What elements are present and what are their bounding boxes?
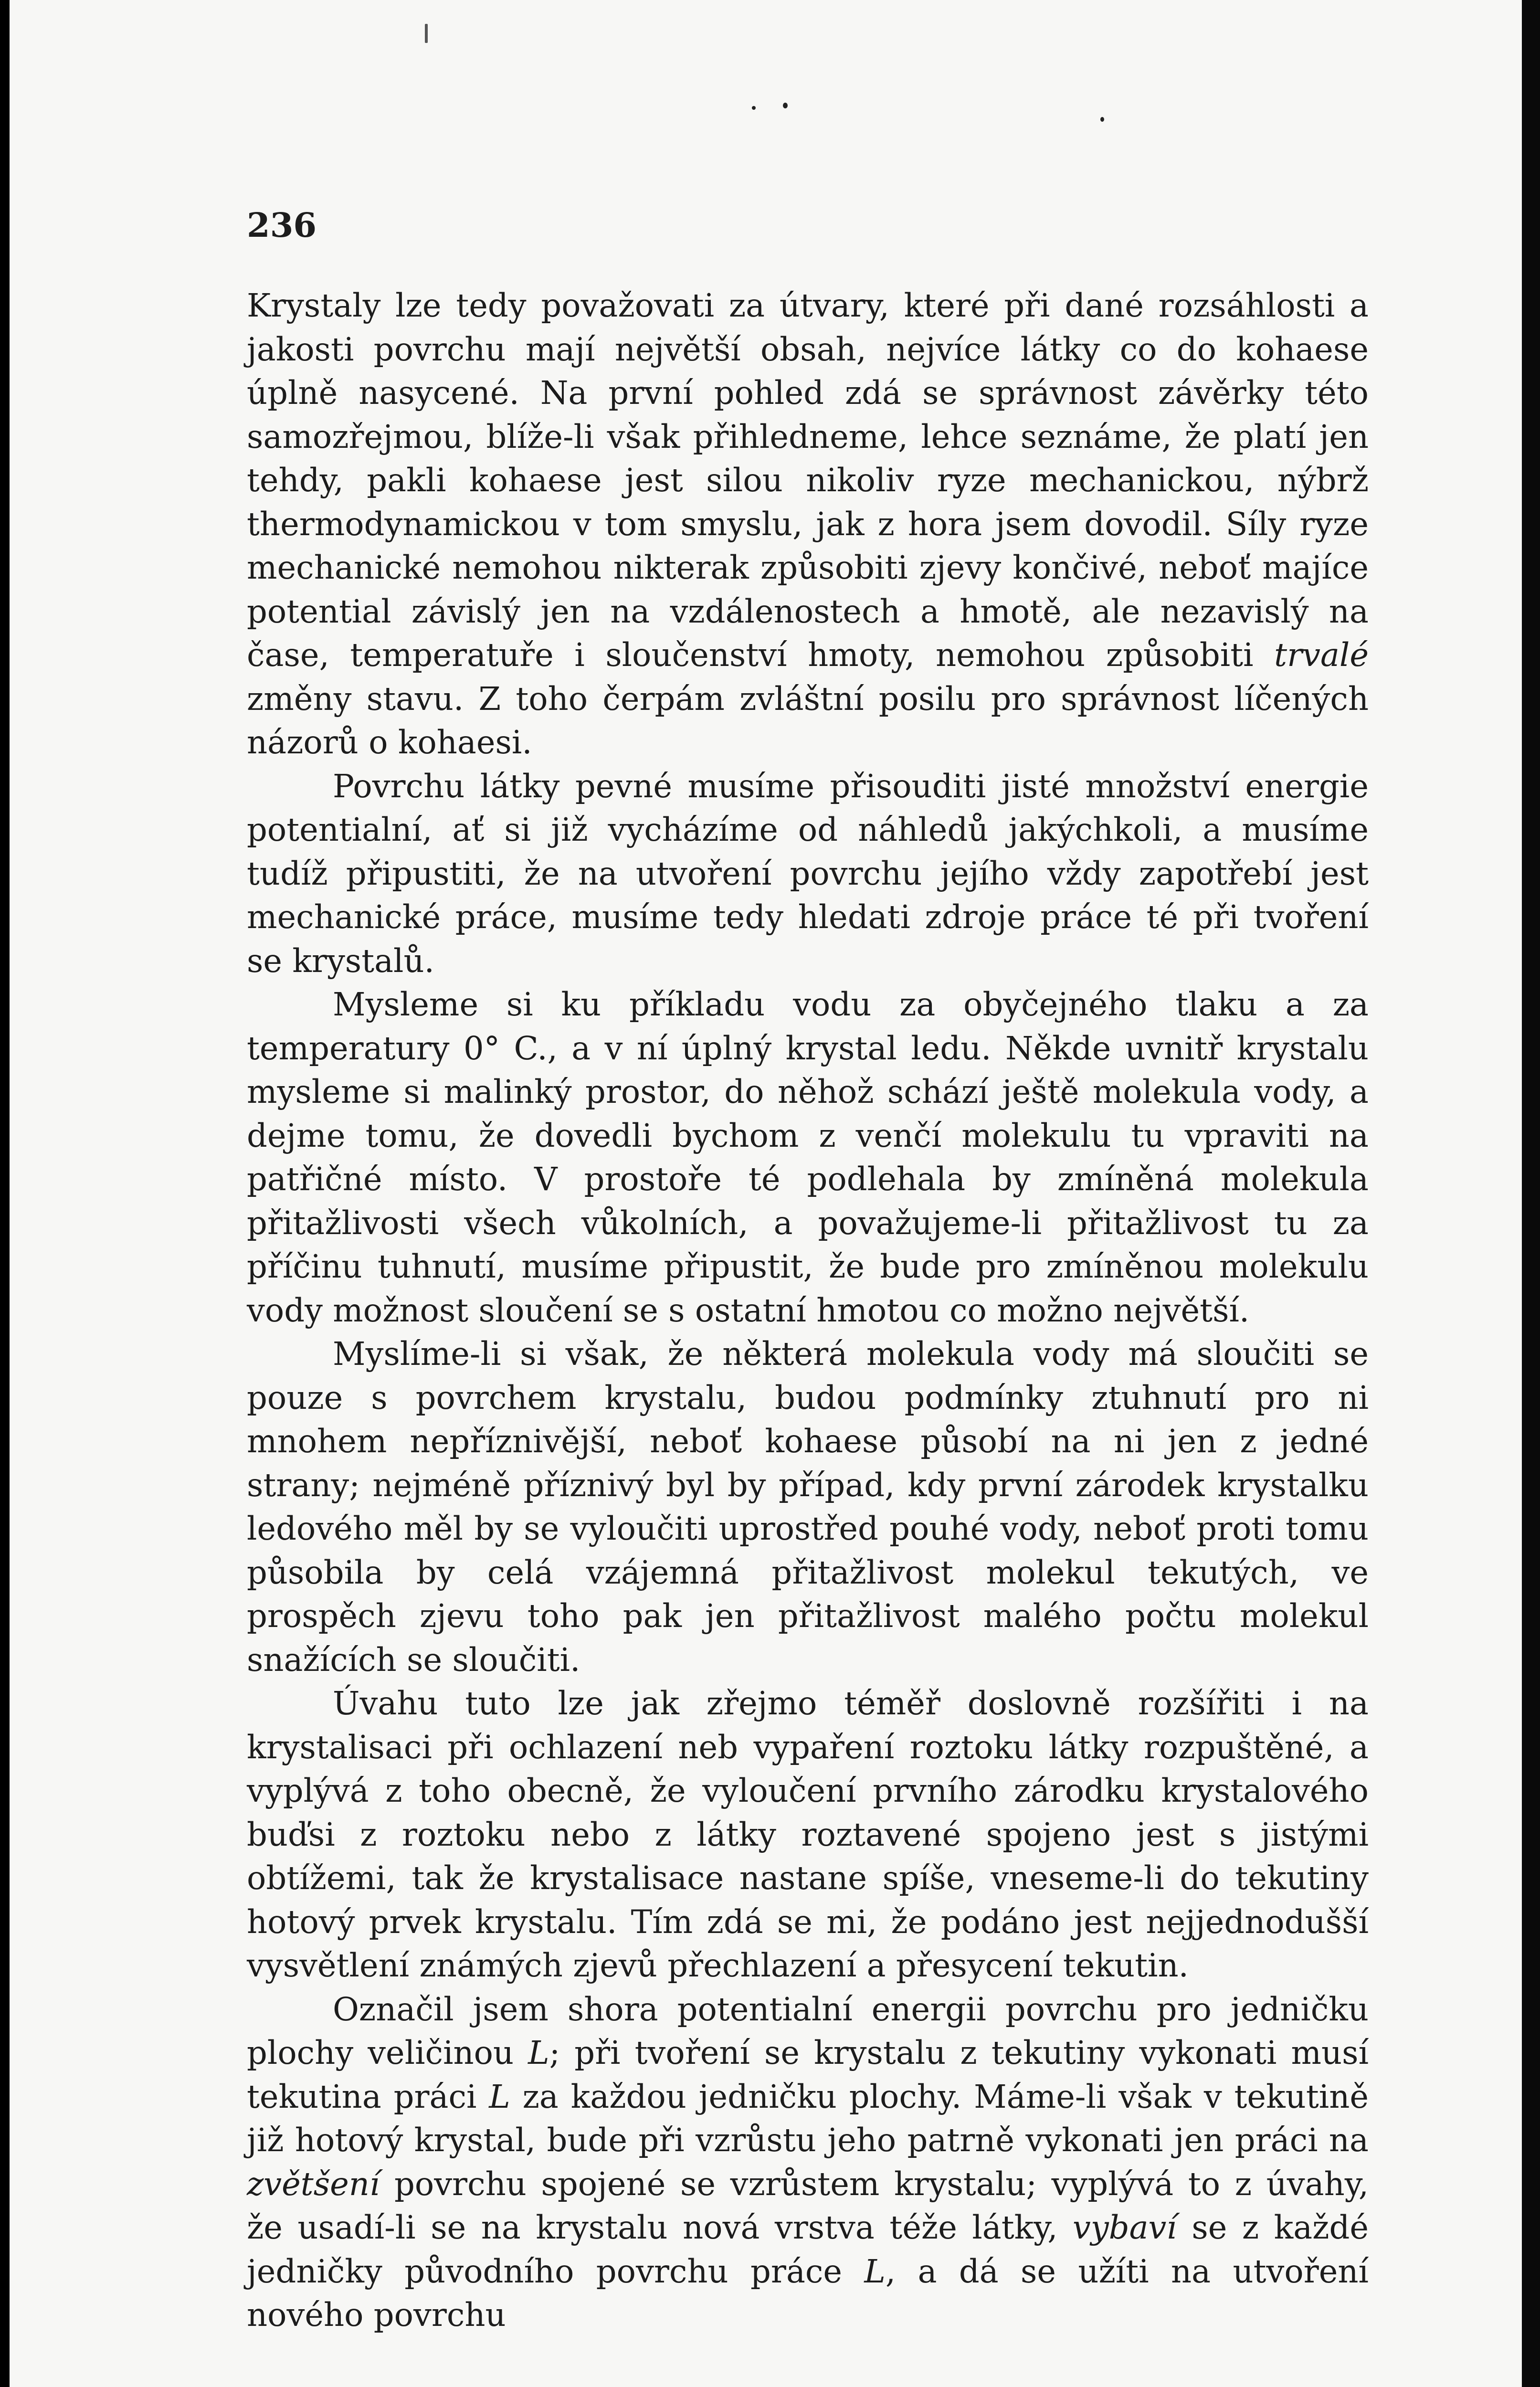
text-segment: změny stavu. Z toho čerpám zvláštní posilu pro správnost líčených názorů o kohaesi. <box>247 680 1369 761</box>
body-text <box>247 284 1369 2337</box>
scan-speck <box>425 24 428 43</box>
scan-speck <box>1100 117 1104 122</box>
text-segment: ; při tvoření se krystalu z tekutiny vykonati musí tekutina práci <box>247 2034 1369 2115</box>
italic-segment: zvětšení <box>247 2165 380 2203</box>
text-segment: Označil jsem shora potentialní energii povrchu pro jedničku plochy veličinou <box>247 1990 1369 2071</box>
italic-segment: L <box>489 2078 510 2115</box>
paragraph <box>247 1988 1369 2337</box>
text-segment: povrchu spojené se vzrůstem krystalu; vyplývá to z úvahy, že usadí-li se na krystalu nová vrstva téže látky, <box>247 2165 1369 2246</box>
text-segment: Mysleme si ku příkladu vodu za obyčejného tlaku a za temperatury 0° C., a v ní úplný krystal ledu. Někde uvnitř krystalu mysleme si malinký prostor, do něhož schází ještě molekula vody, a dejme tomu, že dovedli bychom z venčí molekulu tu vpraviti na patřičné místo. V prostoře té podlehala by zmíněná molekula přitažlivosti všech vůkolních, a považujeme-li přitažlivost tu za příčinu tuhnutí, musíme připustit, že bude pro zmíněnou molekulu vody možnost sloučení se s ostatní hmotou co možno největší. <box>247 986 1369 1329</box>
text-segment: , a dá se užíti na utvoření nového povrchu <box>247 2252 1369 2334</box>
italic-segment: L <box>864 2252 886 2290</box>
text-segment: se z každé jedničky původního povrchu práce <box>247 2209 1369 2290</box>
text-segment: za každou jedničku plochy. Máme-li však v tekutině již hotový krystal, bude při vzrůstu jeho patrně vykonati jen práci na <box>247 2078 1369 2159</box>
paragraph <box>247 765 1369 983</box>
scan-speck <box>783 103 788 108</box>
scan-edge <box>1522 0 1540 2387</box>
paragraph <box>247 284 1369 765</box>
text-segment: Krystaly lze tedy považovati za útvary, které při dané rozsáhlosti a jakosti povrchu mají největší obsah, nejvíce látky co do kohaese úplně nasycené. Na první pohled zdá se správnost závěrky této samozřejmou, blíže-li však přihledneme, lehce seznáme, že platí jen tehdy, pakli kohaese jest silou nikoliv ryze mechanickou, nýbrž thermodynamickou v tom smyslu, jak z hora jsem dovodil. Síly ryze mechanické nemohou nikterak způsobiti zjevy končivé, neboť majíce potential závislý jen na vzdálenostech a hmotě, ale nezavislý na čase, temperatuře i sloučenství hmoty, nemohou způsobiti <box>247 287 1369 674</box>
scan-speck <box>752 106 756 110</box>
text-segment: Povrchu látky pevné musíme přisouditi jisté množství energie potentialní, ať si již vycházíme od náhledů jakýchkoli, a musíme tudíž připustiti, že na utvoření povrchu jejího vždy zapotřebí jest mechanické práce, musíme tedy hledati zdroje práce té při tvoření se krystalů. <box>247 767 1369 980</box>
paragraph <box>247 1682 1369 1988</box>
text-segment: Úvahu tuto lze jak zřejmo téměř doslovně rozšířiti i na krystalisaci při ochlazení neb vypaření roztoku látky rozpuštěné, a vyplývá z toho obecně, že vyloučení prvního zárodku krystalového buďsi z roztoku nebo z látky roztavené spojeno jest s jistými obtížemi, tak že krystalisace nastane spíše, vneseme-li do tekutiny hotový prvek krystalu. Tím zdá se mi, že podáno jest nejjednodušší vysvětlení známých zjevů přechlazení a přesycení tekutin. <box>247 1685 1369 1984</box>
italic-segment: trvalé <box>1274 636 1369 674</box>
italic-segment: L <box>528 2034 549 2071</box>
page-number: 236 <box>247 205 317 245</box>
book-page <box>10 0 1523 2387</box>
paragraph <box>247 983 1369 1332</box>
text-segment: Myslíme-li si však, že některá molekula vody má sloučiti se pouze s povrchem krystalu, budou podmínky ztuhnutí pro ni mnohem nepříznivější, neboť kohaese působí na ni jen z jedné strany; nejméně příznivý byl by případ, kdy první zárodek krystalku ledového měl by se vyloučiti uprostřed pouhé vody, neboť proti tomu působila by celá vzájemná přitažlivost molekul tekutých, ve prospěch zjevu toho pak jen přitažlivost malého počtu molekul snažících se sloučiti. <box>247 1335 1369 1679</box>
paragraph <box>247 1332 1369 1682</box>
italic-segment: vybaví <box>1073 2209 1177 2246</box>
